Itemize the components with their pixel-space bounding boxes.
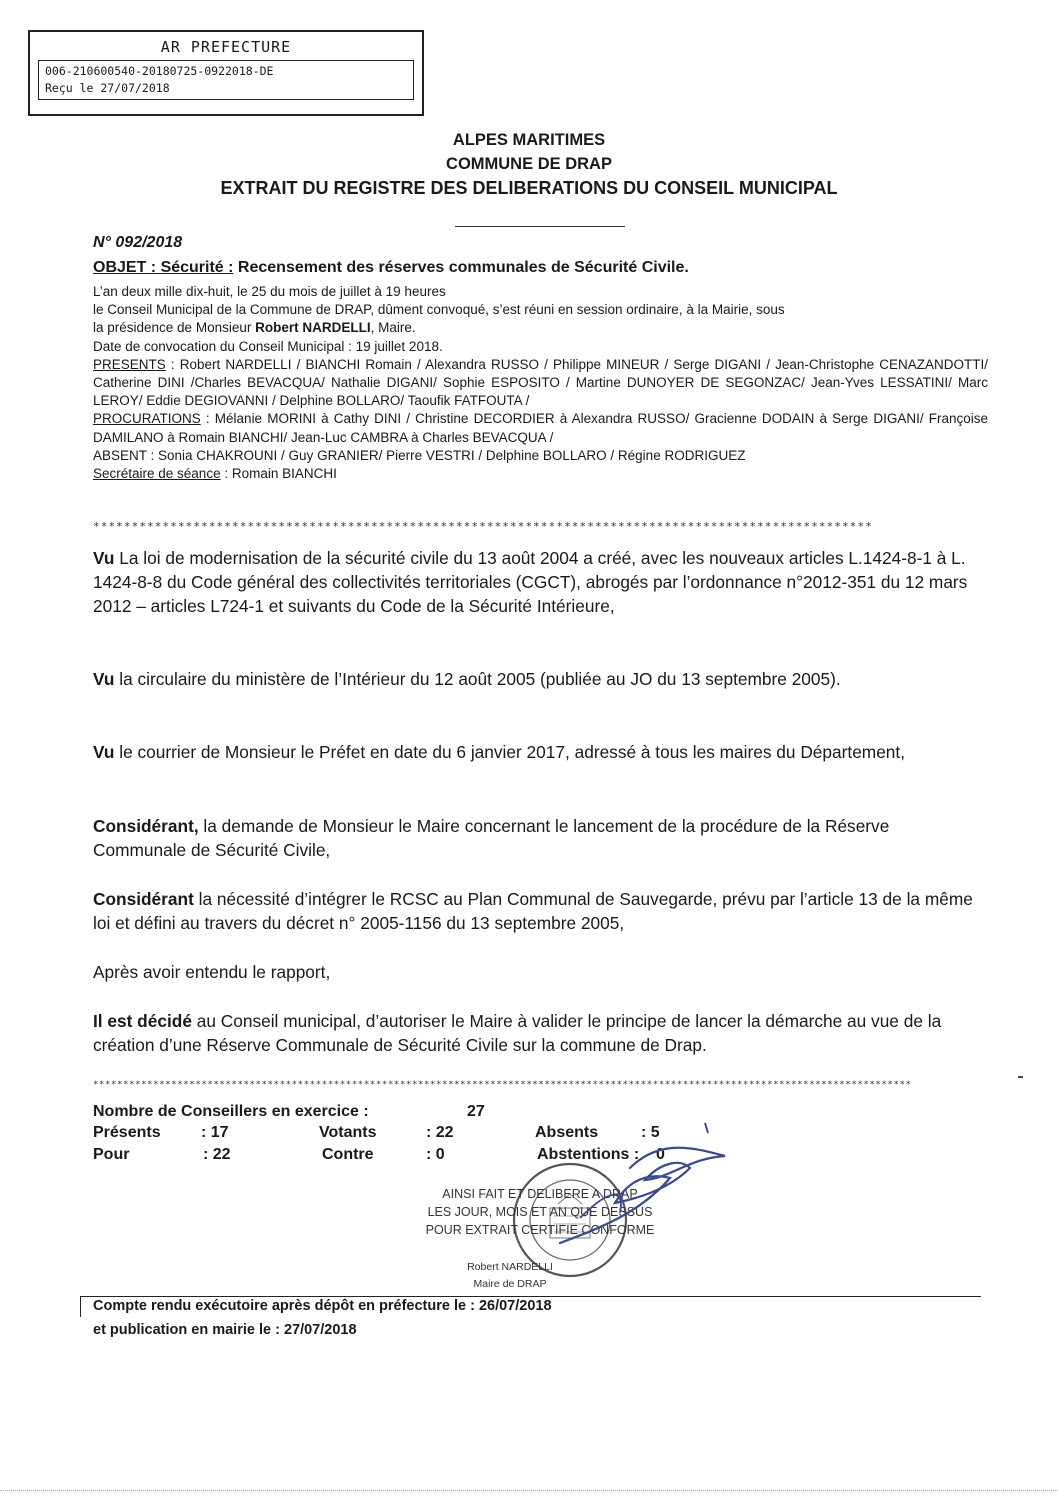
paragraph-lead: Considérant, (93, 816, 199, 836)
certification-line-1: AINSI FAIT ET DELIBERE A DRAP (442, 1187, 638, 1201)
paragraph-vu-circulaire (93, 667, 973, 691)
pour-label: Pour (93, 1146, 130, 1163)
handwritten-signature (520, 1118, 735, 1248)
absents-label: Absents (535, 1124, 599, 1141)
signatory (440, 1259, 580, 1293)
absent-list: ABSENT : Sonia CHAKROUNI / Guy GRANIER/ Pierre VESTRI / Delphine BOLLARO / Régine RODRIGUEZ (93, 447, 746, 463)
scan-mark (1018, 1076, 1023, 1078)
signatory-name: Robert NARDELLI (467, 1261, 553, 1273)
votants-value: : 22 (426, 1124, 454, 1141)
procurations-list (93, 410, 988, 446)
presents-count-value: : 17 (201, 1124, 229, 1141)
paragraph-considerant-rcsc (93, 887, 973, 935)
presents-label: PRESENTS (93, 356, 166, 372)
preamble-line-presidence (93, 319, 988, 337)
deliberation-number: N° 092/2018 (93, 234, 183, 251)
conseillers-label: Nombre de Conseillers en exercice : (93, 1103, 369, 1120)
secretaire-label: Secrétaire de séance (93, 466, 221, 482)
subject-text: Recensement des réserves communales de Sécurité Civile. (233, 259, 689, 276)
preamble-line-date: L’an deux mille dix-huit, le 25 du mois de juillet à 19 heures (93, 284, 446, 299)
subject-label: OBJET : Sécurité : (93, 259, 234, 276)
certification-line-3: POUR EXTRAIT CERTIFIE CONFORME (425, 1223, 655, 1237)
header-divider (455, 226, 625, 227)
paragraph-vu-loi (93, 546, 973, 618)
secretaire-text: : Romain BIANCHI (220, 466, 337, 482)
absents-value: : 5 (641, 1124, 660, 1141)
session-preamble (93, 283, 988, 483)
preamble-line-convocation: le Conseil Municipal de la Commune de DRAP, dûment convoqué, s’est réuni en session ordinaire, à la Mairie, sous (93, 302, 785, 318)
procurations-label: PROCURATIONS (93, 411, 201, 427)
paragraph-text: le courrier de Monsieur le Préfet en date du 6 janvier 2017, adressé à tous les maires du Département, (114, 742, 906, 762)
separator-stars-2: **************************************************************************************************************************************** (93, 1080, 912, 1090)
conseillers-value: 27 (467, 1103, 485, 1120)
stamp-title: AR PREFECTURE (160, 38, 292, 56)
footer-publication: et publication en mairie le : 27/07/2018 (93, 1322, 357, 1338)
presents-list (93, 356, 988, 411)
separator-stars: ***************************************************************************************************** (93, 520, 873, 533)
paragraph-text: au Conseil municipal, d’autoriser le Maire à valider le principe de lancer la démarche au vue de la création d’une Réserve Communale de Sécurité Civile sur la commune de Drap. (93, 1011, 942, 1055)
contre-value: : 0 (426, 1146, 445, 1163)
paragraph-decision (93, 1009, 973, 1057)
preamble-line-convocation-date: Date de convocation du Conseil Municipal : 19 juillet 2018. (93, 338, 443, 354)
deliberation-subject (93, 259, 689, 277)
signatory-title: Maire de DRAP (473, 1278, 547, 1290)
certification-line-2: LES JOUR, MOIS ET AN QUE DESSUS (427, 1205, 653, 1219)
paragraph-lead: Vu (93, 669, 115, 689)
paragraph-lead: Vu (93, 742, 115, 762)
paragraph-lead: Considérant (93, 889, 194, 909)
paragraph-text: la nécessité d’intégrer le RCSC au Plan Communal de Sauvegarde, prévu par l’article 13 de la même loi et défini au travers du décret n° 2005-1156 du 13 septembre 2005, (93, 889, 973, 933)
abstentions-value: 0 (656, 1146, 665, 1163)
paragraph-text: la demande de Monsieur le Maire concernant le lancement de la procédure de la Réserve Communale de Sécurité Civile, (93, 816, 890, 860)
secretaire-line (93, 465, 988, 483)
page-bottom-edge (0, 1490, 1058, 1491)
presidence-prefix: la présidence de Monsieur (93, 320, 256, 336)
votants-label: Votants (319, 1124, 377, 1141)
paragraph-text: la circulaire du ministère de l’Intérieur du 12 août 2005 (publiée au JO du 13 septembre 2005). (114, 669, 841, 689)
procurations-text: : Mélanie MORINI à Cathy DINI / Christine DECORDIER à Alexandra RUSSO/ Gracienne DODAIN à Serge DIGANI/ Françoise DAMILANO à Romain BIANCHI/ Jean-Luc CAMBRA à Charles BEVACQUA / (93, 411, 988, 445)
paragraph-lead: Vu (93, 548, 115, 568)
paragraph-vu-courrier (93, 740, 973, 764)
presents-text: : Robert NARDELLI / BIANCHI Romain / Alexandra RUSSO / Philippe MINEUR / Serge DIGANI / Jean-Christophe CENAZANDOTTI/ Catherine DINI /Charles BEVACQUA/ Nathalie DIGANI/ Sophie ESPOSITO / Martine DUNOYER DE SEGONZAC/ Jean-Yves LESSATINI/ Marc LEROY/ Eddie DEGIOVANNI / Delphine BOLLARO/ Taoufik FATFOUTA / (93, 356, 988, 409)
presents-count-label: Présents (93, 1124, 161, 1141)
header-registry-title: EXTRAIT DU REGISTRE DES DELIBERATIONS DU CONSEIL MUNICIPAL (220, 178, 838, 198)
stamp-line-1: 006-210600540-20180725-0922018-DE (45, 64, 274, 78)
paragraph-considerant-demande (93, 814, 973, 862)
contre-label: Contre (322, 1146, 374, 1163)
paragraph-rapport: Après avoir entendu le rapport, (93, 962, 331, 982)
paragraph-lead: Il est décidé (93, 1011, 192, 1031)
footer-executoire: Compte rendu exécutoire après dépôt en préfecture le : 26/07/2018 (93, 1298, 552, 1314)
presidence-name: Robert NARDELLI (255, 320, 371, 336)
stamp-reference (38, 60, 414, 100)
header-department: ALPES MARITIMES (452, 131, 606, 149)
presidence-suffix: , Maire. (370, 320, 416, 336)
header-commune: COMMUNE DE DRAP (446, 155, 612, 173)
paragraph-text: La loi de modernisation de la sécurité civile du 13 août 2004 a créé, avec les nouveaux articles L.1424-8-1 à L. 1424-8-8 du Code général des collectivités territoriales (CGCT), abrogés par l’ordonnance n°2012-351 du 12 mars 2012 – articles L724-1 et suivants du Code de la Sécurité Intérieure, (93, 548, 968, 616)
ar-prefecture-stamp (28, 30, 424, 116)
stamp-line-2: Reçu le 27/07/2018 (45, 81, 170, 95)
abstentions-label: Abstentions : (537, 1146, 640, 1163)
pour-value: : 22 (203, 1146, 231, 1163)
